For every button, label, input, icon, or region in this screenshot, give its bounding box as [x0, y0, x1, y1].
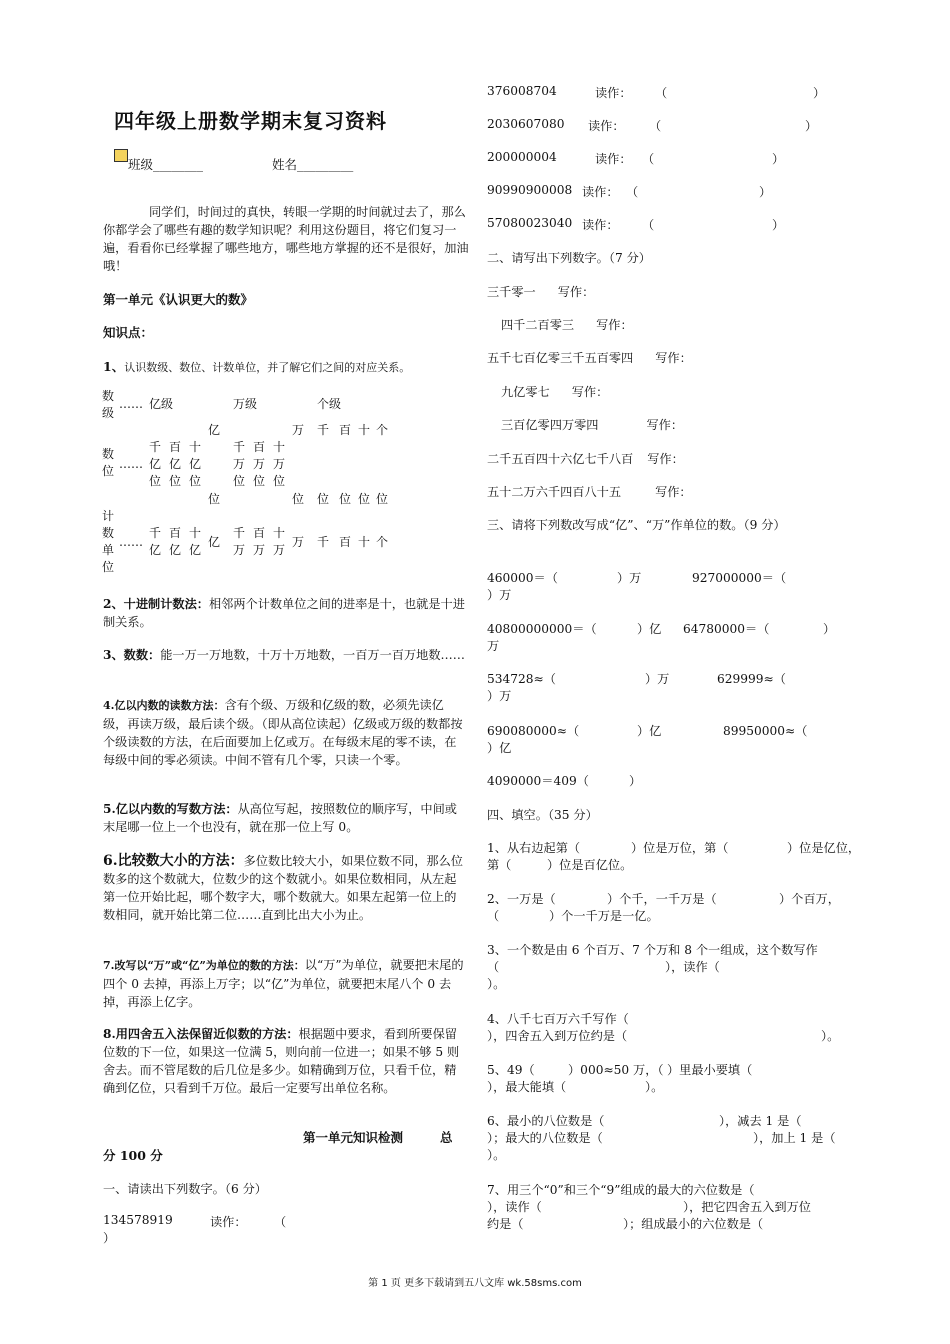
- q3-line-4-d: ）亿: [487, 741, 512, 755]
- unit-qian-3: 千: [317, 535, 330, 549]
- place-value-table: [100, 388, 465, 583]
- digit-qian-top: 千: [317, 423, 330, 437]
- q1-item-5-paren-close[interactable]: ）: [759, 185, 772, 199]
- digit-bai-wan-1: 百: [253, 440, 266, 454]
- digit-wan-a: 万: [233, 457, 246, 471]
- q4-6-d[interactable]: ），加上 1 是（: [753, 1131, 836, 1145]
- test-total-a: 总: [440, 1130, 453, 1145]
- page-footer: 第 1 页 更多下载请到五八文库 wk.58sms.com: [368, 1278, 582, 1289]
- q4-1-e[interactable]: ）位是百亿位。: [547, 858, 633, 872]
- q2-item-4-write[interactable]: 写作：: [571, 385, 609, 399]
- q4-5-e: ）。: [645, 1080, 664, 1094]
- knowledge-7-text: 以“万”为单位，就要把末尾的四个 0 去掉，再添上万字；以“亿”为单位，就要把末尾八个 0 去掉，再添上亿字。: [103, 958, 464, 1009]
- digit-wan-c: 万: [273, 457, 286, 471]
- q2-item-3: [487, 349, 692, 366]
- knowledge-7: [103, 956, 465, 1011]
- q2-item-4: [501, 383, 608, 400]
- wei-6: 位: [273, 474, 286, 488]
- q3-line-3-c[interactable]: 629999≈（: [717, 672, 786, 686]
- q2-item-5-text: 三百亿零四万零四: [501, 418, 599, 432]
- q2-heading: 二、请写出下列数字。（7 分）: [487, 251, 651, 265]
- knowledge-1: [103, 357, 410, 375]
- q2-item-2-write[interactable]: 写作：: [596, 318, 633, 332]
- q4-5-a: 5、49（: [487, 1063, 535, 1077]
- digit-qian-yi-1: 千: [149, 440, 162, 454]
- q1-heading: 一、请读出下列数字。（6 分）: [103, 1182, 267, 1196]
- q4-4-b[interactable]: ），四舍五入到万位约是（: [487, 1029, 628, 1043]
- q4-5-d[interactable]: ），最大能填（: [487, 1080, 567, 1094]
- unit-bai-3: 百: [339, 535, 352, 549]
- digit-yi-c: 亿: [189, 457, 202, 471]
- q3-line-3-b: ）万: [645, 672, 670, 686]
- row-dots-1: ……: [119, 397, 143, 411]
- q3-heading: 三、请将下列数改写成“亿”、“万”作单位的数。（9 分）: [487, 518, 786, 532]
- class-field[interactable]: 班级________: [128, 157, 204, 172]
- q1-item-5-read-label: 读作：: [582, 185, 619, 199]
- q4-3-b[interactable]: （: [487, 960, 500, 974]
- wei-5: 位: [253, 474, 266, 488]
- digit-wan-top: 万: [292, 423, 305, 437]
- q4-7-b[interactable]: ），读作（: [487, 1200, 542, 1214]
- q4-3-a: 3、一个数是由 6 个百万、7 个万和 8 个一组成，这个数写作: [487, 943, 818, 957]
- digit-shi-top: 十: [358, 423, 371, 437]
- unit-qian-1: 千: [149, 526, 162, 540]
- knowledge-3-text: 能一万一万地数，十万十万地数，一百万一百万地数……: [160, 648, 465, 662]
- knowledge-3: [103, 646, 465, 664]
- q1-item-2-paren-close[interactable]: ）: [813, 86, 826, 100]
- q1-item-1-paren-open[interactable]: （: [274, 1215, 287, 1229]
- q4-2-a: 2、一万是（: [487, 892, 556, 906]
- q4-6-b[interactable]: ），减去 1 是（: [719, 1114, 802, 1128]
- q3-line-5-a[interactable]: 4090000＝409（: [487, 774, 589, 788]
- q1-item-3-paren-close[interactable]: ）: [805, 119, 818, 133]
- q1-item-2-paren-open[interactable]: （: [655, 86, 668, 100]
- row-label-digit: 数位: [102, 447, 115, 478]
- q2-item-1-write[interactable]: 写作：: [557, 285, 595, 299]
- q4-2-e[interactable]: ）个一千万是一亿。: [549, 909, 659, 923]
- knowledge-1-text: 认识数级、数位、计数单位，并了解它们之间的对应关系。: [124, 361, 411, 374]
- q3-line-2-d: ）: [823, 622, 836, 636]
- digit-bai-yi-1: 百: [169, 440, 182, 454]
- q2-item-4-text: 九亿零七: [501, 385, 550, 399]
- intro-paragraph: 同学们，时间过的真快，转眼一学期的时间就过去了，那么你都学会了哪些有趣的数学知识呢？利用这份题目，将它们复习一遍，看看你已经掌握了哪些地方，哪些地方掌握的还不是很好，加油哦！: [103, 205, 469, 273]
- unit-wan-3: 万: [273, 543, 286, 557]
- q1-item-3-paren-open[interactable]: （: [649, 119, 662, 133]
- unit-qian-2: 千: [233, 526, 246, 540]
- digit-ge-top: 个: [376, 423, 389, 437]
- digit-shi-yi-1: 十: [189, 440, 202, 454]
- wei-1: 位: [149, 474, 162, 488]
- q2-item-2: [501, 316, 633, 333]
- q1-item-1-number: 134578919: [103, 1213, 173, 1227]
- q4-2-d: （: [487, 909, 500, 923]
- q3-line-1-d: ）万: [487, 588, 512, 602]
- q4-1-a: 1、从右边起第（: [487, 841, 581, 855]
- q4-7-a: 7、用三个“0”和三个“9”组成的最大的六位数是（: [487, 1183, 755, 1197]
- test-heading: 第一单元知识检测: [303, 1130, 404, 1145]
- q4-2-b[interactable]: ）个千，一千万是（: [607, 892, 717, 906]
- q4-6-c[interactable]: ）；最大的八位数是（: [487, 1131, 603, 1145]
- unit-wan-4: 万: [292, 535, 305, 549]
- q4-1-b[interactable]: ）位是万位，第（: [631, 841, 729, 855]
- q1-item-4-paren-close[interactable]: ）: [772, 152, 785, 166]
- q4-4-a[interactable]: 4、八千七百万六千写作（: [487, 1012, 629, 1026]
- digit-yi-a: 亿: [149, 457, 162, 471]
- q4-2-c[interactable]: ）个百万，: [779, 892, 840, 906]
- q4-3-c[interactable]: ），读作（: [665, 960, 720, 974]
- pencil-icon: [114, 149, 128, 162]
- knowledge-5-title: 5.亿以内数的写数方法：: [103, 802, 238, 816]
- level-wan: 万级: [233, 397, 258, 411]
- knowledge-5-text: 从高位写起，按照数位的顺序写，中间或末尾哪一位上一个也没有，就在那一位上写 0。: [103, 802, 457, 834]
- knowledge-6: [103, 852, 465, 924]
- level-yi: 亿级: [149, 397, 174, 411]
- q3-line-2-e: 万: [487, 639, 500, 653]
- knowledge-4-text: 含有个级、万级和亿级的数，必须先读亿级，再读万级，最后读个级。（即从高位读起）亿级或万级的数都按个级读数的方法，在后面要加上亿或万。在每级末尾的零不读，在每级中间的零必须读。中间不管有几个零，只读一个零。: [103, 698, 463, 767]
- q3-line-4-c[interactable]: 89950000≈（: [723, 724, 808, 738]
- unit-yi-3: 亿: [189, 543, 202, 557]
- q2-item-6: [487, 450, 684, 467]
- q1-item-3-read-label: 读作：: [588, 119, 625, 133]
- unit-bai-2: 百: [253, 526, 266, 540]
- q2-item-6-text: 二千五百四十六亿七千八百: [487, 452, 634, 466]
- wei-12: 位: [376, 492, 389, 506]
- q1-item-6-paren-close[interactable]: ）: [772, 218, 785, 232]
- knowledge-2-text: 相邻两个计数单位之间的进率是十，也就是十进制关系。: [103, 597, 465, 629]
- knowledge-6-title: 6.比较数大小的方法：: [103, 853, 244, 869]
- unit-wan-2: 万: [253, 543, 266, 557]
- q3-line-1-b: ）万: [617, 571, 642, 585]
- wei-8: 位: [292, 492, 305, 506]
- q1-item-6-number: 57080023040: [487, 216, 573, 230]
- q3-line-4-b: ）亿: [637, 724, 662, 738]
- q4-1-c[interactable]: ）位是亿位，: [787, 841, 861, 855]
- q2-item-6-write[interactable]: 写作：: [647, 452, 684, 466]
- digit-yi-top: 亿: [208, 423, 221, 437]
- unit-wan-1: 万: [233, 543, 246, 557]
- q2-item-5: [501, 416, 683, 433]
- q1-item-6-read-label: 读作：: [582, 218, 619, 232]
- q1-item-4-read-label: 读作：: [595, 152, 632, 166]
- row-dots-3: ……: [119, 535, 143, 549]
- unit1-heading: 第一单元《认识更大的数》: [103, 292, 254, 307]
- wei-3: 位: [189, 474, 202, 488]
- q2-item-5-write[interactable]: 写作：: [646, 418, 684, 432]
- q1-item-5-paren-open[interactable]: （: [626, 185, 639, 199]
- q3-line-3-d: ）万: [487, 689, 512, 703]
- unit-shi-1: 十: [189, 526, 202, 540]
- knowledge-3-title: 3、数数：: [103, 648, 161, 662]
- q1-item-2-read-label: 读作：: [595, 86, 632, 100]
- q1-item-1-paren-close[interactable]: ）: [103, 1231, 116, 1245]
- q2-item-3-text: 五千七百亿零三千五百零四: [487, 351, 634, 365]
- q2-item-7: [487, 483, 692, 500]
- knowledge-8: [103, 1025, 465, 1097]
- wei-11: 位: [358, 492, 371, 506]
- digit-yi-b: 亿: [169, 457, 182, 471]
- q2-item-1-text: 三千零一: [487, 285, 536, 299]
- knowledge-8-text: 根据题中要求，看到所要保留位数的下一位，如果这一位满 5，则向前一位进一；如果不够 5 则舍去。而不管尾数的后几位是多少。如精确到万位，只看千位，精确到亿位，只看到千万位。最后一定要写出单位名称。: [103, 1027, 460, 1095]
- q3-line-1-a[interactable]: 460000＝（: [487, 571, 558, 585]
- digit-shi-wan-1: 十: [273, 440, 286, 454]
- row-dots-2: ……: [119, 457, 143, 471]
- q4-6-e: ）。: [487, 1148, 506, 1162]
- q1-item-3-number: 2030607080: [487, 117, 565, 131]
- q4-7-e[interactable]: ）；组成最小的六位数是（: [623, 1217, 764, 1231]
- knowledge-1-number: 1、: [103, 359, 125, 374]
- q1-item-2-number: 376008704: [487, 84, 557, 98]
- q2-item-1: [487, 283, 594, 300]
- unit-bai-1: 百: [169, 526, 182, 540]
- q3-line-2-b: ）亿: [637, 622, 662, 636]
- q3-line-5-b: ）: [629, 774, 642, 788]
- q2-item-7-write[interactable]: 写作：: [655, 485, 692, 499]
- q4-1-d: 第（: [487, 858, 512, 872]
- q3-line-1-c[interactable]: 927000000＝（: [692, 571, 787, 585]
- unit-ge: 个: [376, 535, 389, 549]
- q4-7-d: 约是（: [487, 1217, 524, 1231]
- q3-line-2-c[interactable]: 64780000＝（: [683, 622, 770, 636]
- q4-heading: 四、填空。（35 分）: [487, 808, 598, 822]
- q1-item-4-number: 200000004: [487, 150, 557, 164]
- name-field[interactable]: 姓名_________: [272, 157, 354, 172]
- wei-4: 位: [233, 474, 246, 488]
- q2-item-2-text: 四千二百零三: [501, 318, 575, 332]
- row-label-unit: 计数单位: [102, 509, 115, 574]
- test-total-b: 分 100 分: [103, 1148, 163, 1163]
- q3-line-2-a[interactable]: 40800000000＝（: [487, 622, 597, 636]
- unit-yi-1: 亿: [149, 543, 162, 557]
- unit-yi-2: 亿: [169, 543, 182, 557]
- q4-3-d: ）。: [487, 977, 506, 991]
- knowledge-7-title: 7.改写以“万”或“亿”为单位的数的方法：: [103, 959, 305, 972]
- wei-9: 位: [317, 492, 330, 506]
- knowledge-4-title: 4.亿以内数的读数方法：: [103, 699, 225, 712]
- q4-7-c[interactable]: ），把它四舍五入到万位: [683, 1200, 811, 1214]
- q2-item-7-text: 五十二万六千四百八十五: [487, 485, 622, 499]
- q3-line-3-a[interactable]: 534728≈（: [487, 672, 556, 686]
- q1-item-5-number: 90990900008: [487, 183, 573, 197]
- q4-5-c[interactable]: ）里最小要填（: [667, 1063, 753, 1077]
- digit-qian-wan-1: 千: [233, 440, 246, 454]
- q1-item-6-paren-open[interactable]: （: [642, 218, 655, 232]
- knowledge-8-title: 8.用四舍五入法保留近似数的方法：: [103, 1027, 299, 1041]
- q1-item-1-read-label: 读作：: [210, 1215, 247, 1229]
- knowledge-2: [103, 595, 465, 631]
- knowledge-6-text: 多位数比较大小，如果位数不同，那么位数多的这个数就大，位数少的这个数就小。如果位数相同，从左起第一位开始比起，哪个数字大，哪个数就大。如果左起第一位上的数相同，就开始比第二位……直到比出大小为止。: [103, 854, 463, 922]
- unit-shi-2: 十: [273, 526, 286, 540]
- level-ge: 个级: [317, 397, 342, 411]
- q4-5-b[interactable]: ）000≈50 万，（: [568, 1063, 664, 1077]
- knowledge-heading: 知识点：: [103, 325, 154, 340]
- q4-4-c: ）。: [821, 1029, 840, 1043]
- unit-yi-4: 亿: [208, 535, 221, 549]
- wei-7: 位: [208, 492, 221, 506]
- knowledge-4: [103, 696, 465, 769]
- wei-10: 位: [339, 492, 352, 506]
- q1-item-4-paren-open[interactable]: （: [642, 152, 655, 166]
- knowledge-2-title: 2、十进制计数法：: [103, 597, 209, 611]
- page-title: 四年级上册数学期末复习资料: [114, 109, 387, 133]
- digit-bai-top: 百: [339, 423, 352, 437]
- knowledge-5: [103, 800, 465, 836]
- unit-shi-3: 十: [358, 535, 371, 549]
- q3-line-4-a[interactable]: 690080000≈（: [487, 724, 580, 738]
- q2-item-3-write[interactable]: 写作：: [655, 351, 692, 365]
- q4-6-a: 6、最小的八位数是（: [487, 1114, 605, 1128]
- digit-wan-b: 万: [253, 457, 266, 471]
- wei-2: 位: [169, 474, 182, 488]
- row-label-level: 数级: [102, 389, 115, 420]
